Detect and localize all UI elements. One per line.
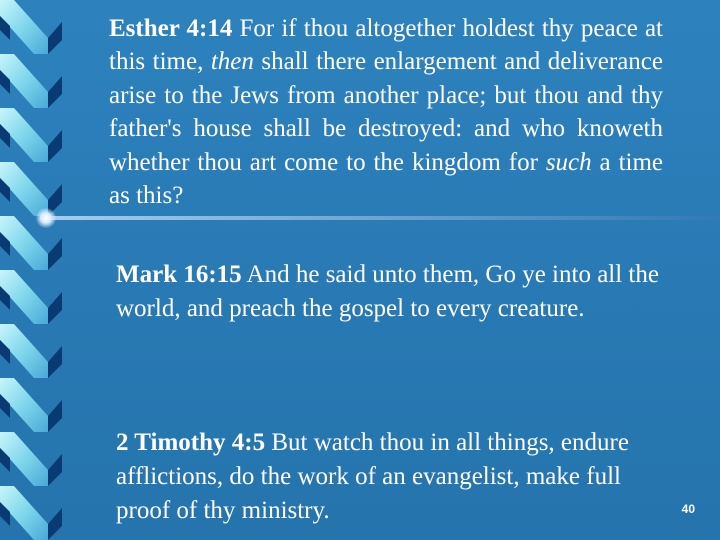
passage-reference: Mark 16:15 (116, 261, 242, 288)
passage-mark (116, 258, 666, 326)
ribbon-stripe-shadow (48, 130, 62, 162)
ribbon-stripe-shadow (48, 346, 62, 378)
passage-text: shall there enlargement and deliverance arise to the Jews from another place; but thou and thy father's house shall be destroyed: and who knoweth whether thou art come to the kingdom for (109, 48, 663, 176)
passage-timothy (116, 426, 656, 528)
ribbon-stripe-shadow (48, 508, 62, 540)
passage-text: And he said unto them, Go ye into all the world, and preach the gospel to every creature. (116, 261, 659, 322)
passage-italic-word: such (545, 148, 592, 176)
ribbon-stripe-shadow (48, 454, 62, 486)
passage-reference: Esther 4:14 (109, 15, 233, 42)
ribbon-stripe-shadow (48, 292, 62, 324)
passage-italic-word: then (210, 48, 254, 76)
ribbon-stripe-shadow (48, 238, 62, 270)
ribbon-stripe-shadow (48, 76, 62, 108)
section-divider (40, 216, 720, 220)
decorative-chevron-band (0, 0, 88, 540)
ribbon-stripe-shadow (48, 400, 62, 432)
passage-reference: 2 Timothy 4:5 (116, 429, 266, 456)
divider-highlight (36, 208, 56, 228)
passage-text: For if thou altogether holdest thy peace at this time, (109, 15, 663, 76)
passage-esther (109, 12, 663, 212)
ribbon-stripe-shadow (48, 22, 62, 54)
passage-text: But watch thou in all things, endure afflictions, do the work of an evangelist, make full proof of thy ministry. (116, 429, 629, 524)
passage-text: a time as this? (109, 148, 663, 210)
slide-number: 40 (681, 502, 695, 516)
